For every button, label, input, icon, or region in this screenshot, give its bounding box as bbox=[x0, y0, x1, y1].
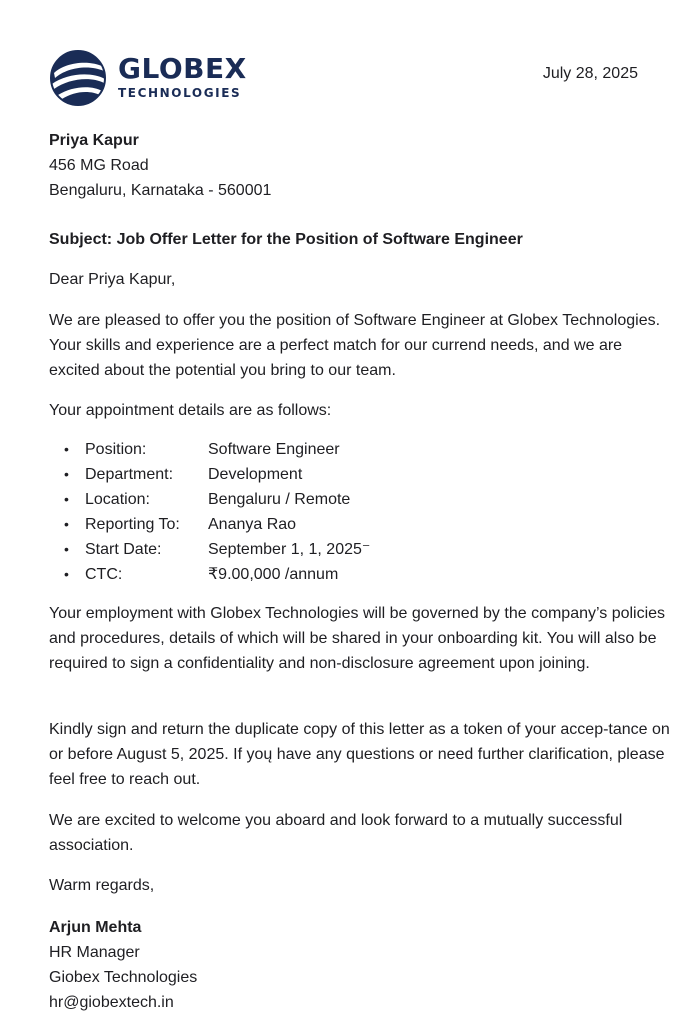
signatory-email[interactable]: hr@giobextech.in bbox=[49, 994, 174, 1011]
bullet-icon: • bbox=[64, 566, 69, 582]
detail-label: Location: bbox=[85, 491, 150, 508]
detail-value: September 1, 1, 2025⁻ bbox=[208, 541, 371, 558]
globex-logo-icon bbox=[48, 49, 108, 107]
detail-label: Start Date: bbox=[85, 541, 162, 558]
letter-date: July 28, 2025 bbox=[542, 65, 638, 82]
recipient-address-line1: 456 MG Road bbox=[49, 157, 149, 174]
signature-block bbox=[49, 915, 673, 1015]
detail-label: CTC: bbox=[85, 566, 123, 583]
closing-line: Warm regards, bbox=[49, 877, 155, 894]
letter-subject: Subject: Job Offer Letter for the Position of Software Engineer bbox=[49, 231, 523, 248]
detail-item-position bbox=[49, 437, 370, 462]
detail-label: Department: bbox=[85, 466, 174, 483]
detail-label: Reporting To: bbox=[85, 516, 180, 533]
signatory-title: HR Manager bbox=[49, 944, 140, 961]
detail-item-start-date bbox=[49, 537, 370, 562]
detail-value: ₹9.00,000 /annum bbox=[208, 566, 339, 583]
detail-value: Development bbox=[208, 466, 303, 483]
detail-item-ctc bbox=[49, 562, 370, 587]
salutation: Dear Priya Kapur, bbox=[49, 271, 176, 288]
detail-item-department bbox=[49, 462, 370, 487]
bullet-icon: • bbox=[64, 516, 69, 532]
signatory-name: Arjun Mehta bbox=[49, 919, 142, 936]
offer-paragraph: We are pleased to offer you the position of Software Engineer at Globex Technologies. Your skills and experience are a perfect match for our currend needs, and we are excited about the potential you bring to our team. bbox=[49, 312, 661, 379]
signatory-company: Giobex Technologies bbox=[49, 969, 198, 986]
bullet-icon: • bbox=[64, 491, 69, 507]
detail-value: Ananya Rao bbox=[208, 516, 297, 533]
detail-item-location bbox=[49, 487, 370, 512]
detail-item-reporting-to bbox=[49, 512, 370, 537]
detail-value: Bengaluru / Remote bbox=[208, 491, 351, 508]
employment-terms-paragraph: Your employment with Globex Technologies will be governed by the company’s policies and procedures, details of which will be shared in your onboarding kit. You will also be required to sign a confidentiality and non-disclosure agreement upon joining. bbox=[49, 605, 666, 672]
company-logo bbox=[48, 49, 247, 107]
company-name: GLOBEX bbox=[118, 52, 247, 85]
details-intro: Your appointment details are as follows: bbox=[49, 402, 332, 419]
company-subtitle: TECHNOLOGIES bbox=[118, 86, 242, 100]
bullet-icon: • bbox=[64, 541, 69, 557]
detail-value: Software Engineer bbox=[208, 441, 340, 458]
detail-label: Position: bbox=[85, 441, 147, 458]
bullet-icon: • bbox=[64, 466, 69, 482]
recipient-address bbox=[49, 128, 673, 203]
recipient-name: Priya Kapur bbox=[49, 132, 139, 149]
acceptance-paragraph: Kindly sign and return the duplicate copy of this letter as a token of your accep-tance on or before August 5, 2025. If yoų have any questions or need further clarification, please feel free to reach out. bbox=[49, 721, 670, 788]
welcome-paragraph: We are excited to welcome you aboard and look forward to a mutually successful association. bbox=[49, 812, 623, 854]
bullet-icon: • bbox=[64, 441, 69, 457]
appointment-details-list bbox=[49, 437, 370, 587]
recipient-address-line2: Bengaluru, Karnataka - 560001 bbox=[49, 182, 272, 199]
